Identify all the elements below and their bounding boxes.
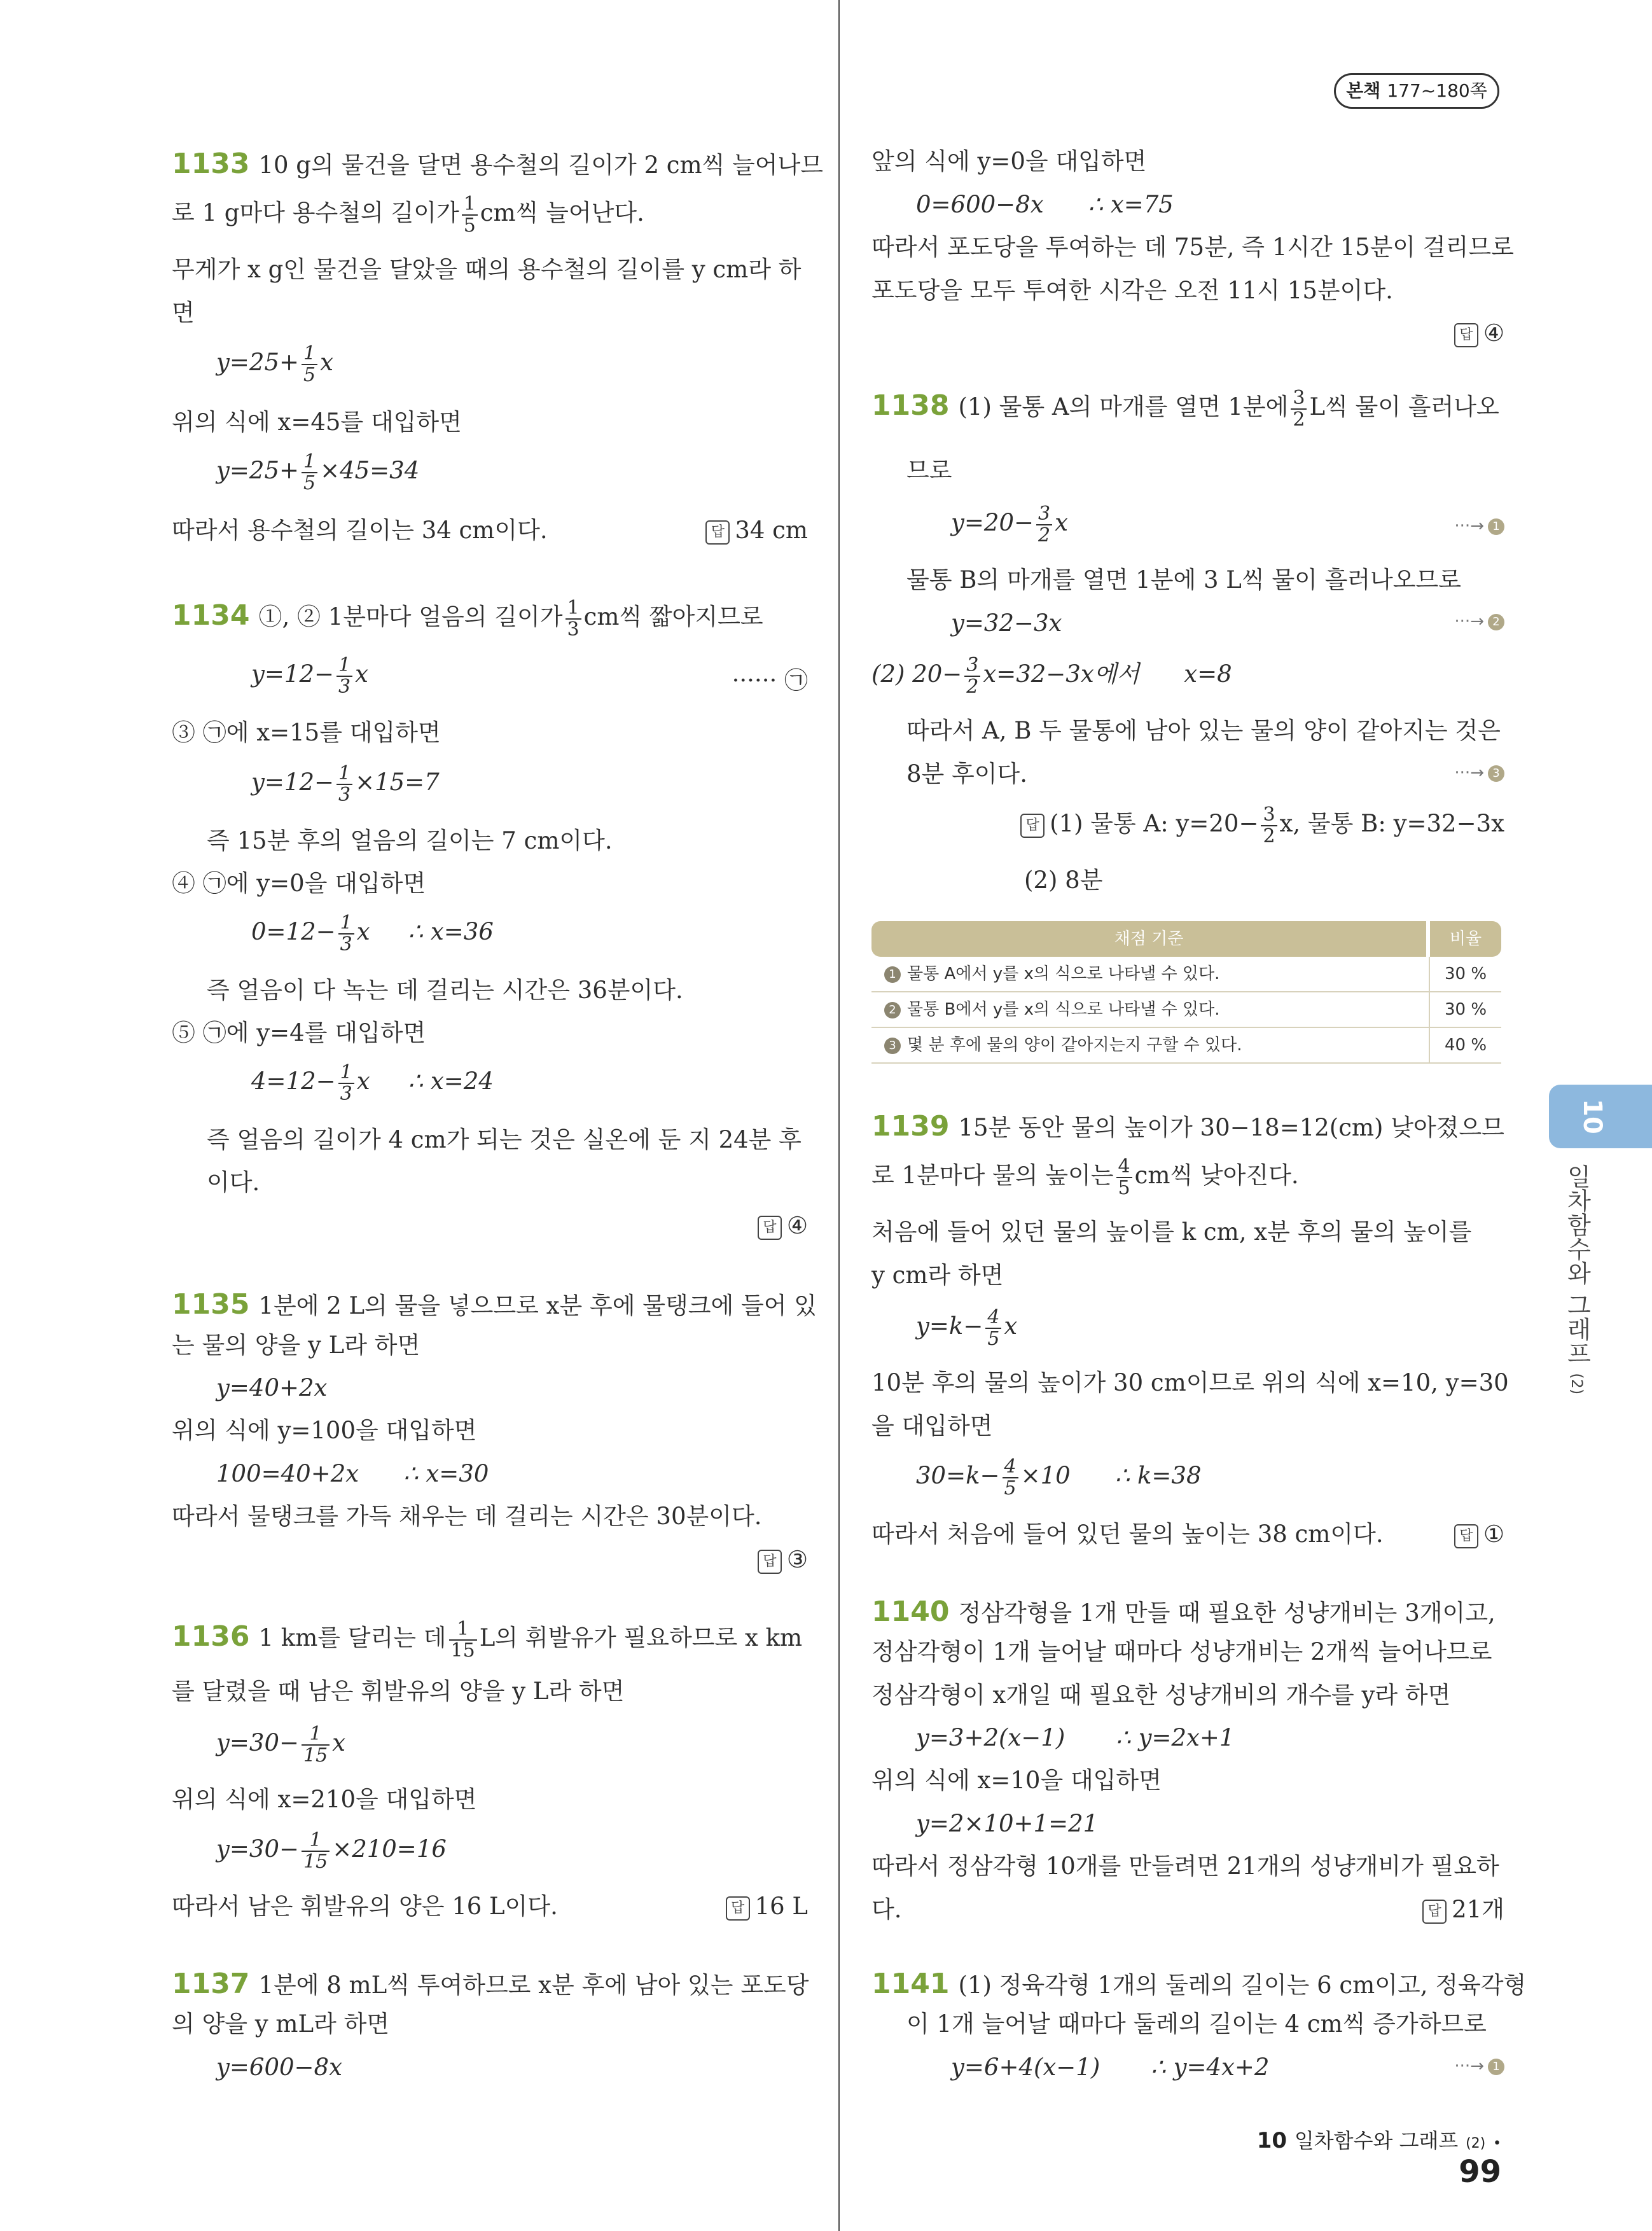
problem-1133-line-4: 면: [172, 299, 195, 326]
problem-1137-eq-2: [916, 191, 1174, 219]
eq-part: y=25+: [216, 457, 299, 484]
problem-1140-line-5: 따라서 정삼각형 10개를 만들려면 21개의 성냥개비가 필요하: [871, 1852, 1499, 1880]
denominator: 5: [462, 214, 478, 236]
problem-1133-eq-1: [216, 344, 333, 385]
answer-part: (1) 물통 A: y=20−: [1050, 810, 1259, 837]
fraction: [566, 598, 581, 639]
denominator: 2: [964, 676, 980, 697]
step-number-icon: 1: [1488, 518, 1504, 535]
numerator: 1: [340, 912, 352, 934]
eq-conclusion: ∴ x=36: [408, 918, 494, 945]
eq-conclusion: x=8: [1184, 660, 1232, 688]
denominator: 5: [302, 472, 317, 494]
rubric-criterion: [871, 1028, 1429, 1062]
eq-part: x: [332, 1729, 346, 1756]
eq-part: y=6+4(x−1): [951, 2054, 1100, 2081]
fraction: [337, 655, 352, 697]
numerator: 1: [457, 1618, 469, 1640]
denominator: 5: [985, 1328, 1001, 1349]
problem-1139-line-3: 처음에 들어 있던 물의 높이를 k cm, x분 후의 물의 높이를: [871, 1218, 1472, 1246]
problem-1137-line-3: 앞의 식에 y=0을 대입하면: [871, 148, 1147, 175]
problem-1134-answer: [758, 1212, 808, 1240]
text: (1) 정육각형 1개의 둘레의 길이는 6 cm이고, 정육각형: [958, 1971, 1527, 1999]
eq-part: 0=600−8x: [916, 191, 1044, 218]
fraction: [338, 1062, 354, 1104]
rubric-ratio: 30 %: [1429, 957, 1501, 991]
numerator: 1: [309, 1723, 322, 1745]
fraction: [302, 1724, 330, 1765]
problem-1140-eq-2: y=2×10+1=21: [916, 1810, 1099, 1837]
problem-1139-eq-1: [916, 1307, 1017, 1349]
numerator: 1: [309, 1829, 322, 1851]
problem-1139-line-1: [871, 1110, 1504, 1144]
numerator: 3: [1293, 387, 1305, 409]
text: (1) 물통 A의 마개를 열면 1분에: [958, 393, 1289, 420]
answer-value: 34 cm: [735, 517, 808, 544]
rubric-ratio: 30 %: [1429, 992, 1501, 1027]
fraction: [964, 655, 980, 697]
denominator: 15: [449, 1639, 477, 1661]
text: 10 g의 물건을 달면 용수철의 길이가 2 cm씩 늘어나므: [258, 151, 824, 179]
fraction: [302, 344, 317, 385]
chapter-title: 일차함수와 그래프: [1563, 1164, 1591, 1366]
problem-number: 1141: [871, 1968, 950, 2000]
problem-1140-line-6: 다.: [871, 1896, 902, 1923]
eq-part: x: [1004, 1312, 1018, 1340]
problem-1134-line-4: ④ ㉠에 y=0을 대입하면: [172, 870, 426, 897]
problem-1133-line-5: 위의 식에 x=45를 대입하면: [172, 408, 462, 436]
numerator: 1: [338, 762, 351, 784]
equation-tag: ······ ㉠: [732, 667, 808, 694]
fraction: [1261, 805, 1277, 846]
rubric-criterion: [871, 992, 1429, 1027]
problem-1139-line-5: 10분 후의 물의 높이가 30 cm이므로 위의 식에 x=10, y=30: [871, 1369, 1509, 1396]
table-row: [871, 992, 1501, 1028]
text: 1분에 2 L의 물을 넣으므로 x분 후에 물탱크에 들어 있: [258, 1292, 817, 1319]
eq-part: 4=12−: [251, 1067, 336, 1095]
eq-conclusion: ∴ y=2x+1: [1116, 1724, 1235, 1751]
numerator: 1: [340, 1061, 352, 1083]
denominator: 5: [1003, 1477, 1018, 1499]
answer-badge-icon: 답: [1454, 1524, 1478, 1548]
problem-number: 1137: [172, 1968, 250, 2000]
step-number-icon: 2: [1488, 614, 1504, 630]
eq-part: y=12−: [251, 768, 334, 796]
eq-conclusion: ∴ x=24: [408, 1067, 494, 1095]
text: 로 1 g마다 용수철의 길이가: [172, 199, 459, 226]
problem-1133-line-6: 따라서 용수철의 길이는 34 cm이다.: [172, 517, 548, 544]
fraction: [985, 1307, 1001, 1349]
text: 정삼각형을 1개 만들 때 필요한 성냥개비는 3개이고,: [958, 1599, 1496, 1627]
text: 로 1분마다 물의 높이는: [871, 1162, 1114, 1189]
problem-1136-answer: [726, 1893, 808, 1921]
numerator: 3: [1038, 503, 1051, 525]
answer-value: ④: [1483, 319, 1504, 347]
eq-part: y=30−: [216, 1729, 299, 1756]
problem-1140-eq-1: [916, 1724, 1234, 1752]
numerator: 1: [567, 597, 580, 619]
fraction: [1291, 388, 1307, 429]
numerator: 1: [303, 450, 316, 473]
problem-1140-line-4: 위의 식에 x=10을 대입하면: [871, 1767, 1162, 1794]
step-number-icon: 3: [884, 1038, 901, 1054]
scoring-rubric-table: [871, 921, 1501, 1064]
step-arrow: ···→: [1454, 517, 1484, 536]
eq-part: ×15=7: [355, 768, 440, 796]
problem-number: 1136: [172, 1620, 250, 1653]
problem-1134-line-6: ⑤ ㉠에 y=4를 대입하면: [172, 1019, 426, 1046]
fraction: [1036, 504, 1052, 545]
fraction: [302, 452, 317, 493]
denominator: 15: [302, 1744, 330, 1766]
eq-conclusion: ∴ y=4x+2: [1151, 2054, 1270, 2081]
rubric-text: 몇 분 후에 물의 양이 같아지는지 구할 수 있다.: [907, 1036, 1242, 1055]
table-row: [871, 957, 1501, 992]
problem-1135-line-2: 는 물의 양을 y L라 하면: [172, 1331, 420, 1359]
text: L의 휘발유가 필요하므로 x km: [479, 1624, 803, 1651]
problem-1139-answer: [1454, 1520, 1504, 1548]
problem-1134-line-2: ③ ㉠에 x=15를 대입하면: [172, 719, 441, 746]
eq-part: y=3+2(x−1): [916, 1724, 1065, 1751]
problem-1135-line-4: 따라서 물탱크를 가득 채우는 데 걸리는 시간은 30분이다.: [172, 1503, 762, 1530]
eq-part: x: [356, 1067, 370, 1095]
denominator: 2: [1036, 524, 1052, 546]
numerator: 1: [338, 654, 351, 676]
rubric-ratio: 40 %: [1429, 1028, 1501, 1062]
problem-1141-eq-1: [951, 2054, 1269, 2082]
problem-1133-line-2: [172, 194, 644, 235]
chapter-side-title: [1557, 1164, 1595, 1394]
problem-1135-answer: [758, 1546, 808, 1574]
answer-badge-icon: 답: [1020, 814, 1045, 838]
problem-1135-line-1: [172, 1288, 817, 1322]
footer-chapter-sub: (2): [1466, 2136, 1486, 2151]
problem-1140-line-2: 정삼각형이 1개 늘어날 때마다 성냥개비는 2개씩 늘어나므로: [871, 1638, 1492, 1665]
numerator: 1: [463, 193, 476, 215]
problem-1138-eq-2: y=32−3x: [951, 609, 1062, 637]
problem-1139-line-2: [871, 1157, 1299, 1198]
eq-part: x: [320, 349, 333, 376]
text: 15분 동안 물의 높이가 30−18=12(cm) 낮아졌으므: [958, 1114, 1504, 1141]
text: L씩 물이 흘러나오: [1309, 393, 1499, 420]
chapter-sub: (2): [1568, 1373, 1586, 1395]
eq-conclusion: ∴ x=30: [403, 1460, 489, 1487]
denominator: 15: [302, 1851, 330, 1872]
problem-1141-line-2: 이 1개 늘어날 때마다 둘레의 길이는 4 cm씩 증가하므로: [906, 2010, 1487, 2038]
numerator: 4: [1004, 1456, 1017, 1478]
problem-1137-line-4: 따라서 포도당을 투여하는 데 75분, 즉 1시간 15분이 걸리므로: [871, 233, 1514, 261]
problem-1139-line-6: 을 대입하면: [871, 1412, 993, 1440]
denominator: 3: [338, 1083, 354, 1104]
problem-1136-line-1: [172, 1619, 802, 1660]
denominator: 3: [337, 784, 352, 805]
footer-chapter-number: 10: [1256, 2128, 1288, 2153]
answer-value: 21개: [1452, 1896, 1504, 1923]
problem-1137-line-2: 의 양을 y mL라 하면: [172, 2010, 390, 2038]
problem-number: 1135: [172, 1288, 250, 1321]
problem-1134-eq-4: [251, 1062, 494, 1104]
eq-part: 0=12−: [251, 918, 336, 945]
answer-badge-icon: 답: [758, 1550, 782, 1574]
text: cm씩 짧아지므로: [583, 603, 763, 630]
text: cm씩 낮아진다.: [1134, 1162, 1299, 1189]
eq-part: y=12−: [251, 660, 334, 688]
problem-1138-line-5: 따라서 A, B 두 물통에 남아 있는 물의 양이 같아지는 것은: [906, 717, 1501, 744]
problem-1134-eq-3: [251, 913, 494, 954]
fraction: [337, 763, 352, 805]
problem-1134-eq-2: [251, 763, 440, 805]
problem-1135-eq-1: y=40+2x: [216, 1374, 328, 1401]
numerator: 1: [303, 342, 316, 365]
eq-part: ×10: [1020, 1462, 1071, 1489]
problem-1137-line-1: [172, 1968, 809, 2001]
rubric-text: 물통 B에서 y를 x의 식으로 나타낼 수 있다.: [907, 1000, 1220, 1019]
eq-part: y=k−: [916, 1312, 983, 1340]
problem-1134-line-8: 이다.: [207, 1169, 260, 1196]
chapter-side-tab: [1549, 1085, 1652, 1148]
problem-1140-line-3: 정삼각형이 x개일 때 필요한 성냥개비의 개수를 y라 하면: [871, 1681, 1451, 1709]
eq-part: 100=40+2x: [216, 1460, 359, 1487]
text: 1 km를 달리는 데: [258, 1624, 447, 1651]
answer-badge-icon: 답: [1422, 1900, 1447, 1924]
denominator: 3: [338, 933, 354, 955]
numerator: 3: [1263, 803, 1275, 826]
numerator: 4: [987, 1306, 1000, 1328]
problem-number: 1138: [871, 389, 950, 422]
denominator: 2: [1291, 408, 1307, 430]
problem-1133-eq-2: [216, 452, 419, 493]
eq-conclusion: ∴ k=38: [1114, 1462, 1202, 1489]
rubric-header-criteria: 채점 기준: [871, 921, 1426, 957]
eq-part: (2) 20−: [871, 660, 962, 688]
fraction: [449, 1619, 477, 1660]
answer-badge-icon: 답: [758, 1216, 782, 1240]
eq-part: ×45=34: [320, 457, 420, 484]
step-number-icon: 1: [1488, 2059, 1504, 2075]
text: 1분에 8 mL씩 투여하므로 x분 후에 남아 있는 포도당: [258, 1971, 809, 1999]
answer-badge-icon: 답: [726, 1896, 750, 1921]
text: ①, ② 1분마다 얼음의 길이가: [258, 603, 563, 630]
problem-1139-line-7: 따라서 처음에 들어 있던 물의 높이는 38 cm이다.: [871, 1520, 1384, 1548]
step-number-icon: 2: [884, 1002, 901, 1018]
numerator: 3: [966, 654, 979, 676]
rubric-header-ratio: 비율: [1430, 921, 1501, 957]
reference-book-label: 본책: [1346, 80, 1381, 101]
problem-1134-line-5: 즉 얼음이 다 녹는 데 걸리는 시간은 36분이다.: [207, 976, 683, 1004]
scoring-step-1: [1454, 517, 1504, 536]
footer-chapter-title: 일차함수와 그래프: [1294, 2129, 1459, 2153]
problem-1135-line-3: 위의 식에 y=100을 대입하면: [172, 1417, 477, 1444]
problem-1134-line-1: [172, 598, 763, 639]
step-arrow: ···→: [1454, 763, 1484, 782]
problem-number: 1140: [871, 1595, 950, 1628]
scoring-step-2: [1454, 612, 1504, 632]
rubric-text: 물통 A에서 y를 x의 식으로 나타낼 수 있다.: [907, 964, 1220, 983]
problem-1137-answer: [1454, 319, 1504, 347]
rubric-criterion: [871, 957, 1429, 991]
problem-number: 1134: [172, 599, 250, 632]
problem-1137-line-5: 포도당을 모두 투여한 시각은 오전 11시 15분이다.: [871, 277, 1393, 304]
answer-badge-icon: 답: [1454, 323, 1478, 347]
eq-part: x: [356, 918, 370, 945]
eq-part: 30=k−: [916, 1462, 1000, 1489]
problem-1133-line-1: [172, 148, 823, 181]
denominator: 5: [1116, 1177, 1132, 1199]
step-number-icon: 3: [1488, 765, 1504, 782]
text: cm씩 늘어난다.: [480, 199, 644, 226]
eq-part: y=30−: [216, 1835, 299, 1863]
problem-1133-line-3: 무게가 x g인 물건을 달았을 때의 용수철의 길이를 y cm라 하: [172, 256, 802, 283]
problem-1137-eq-1: y=600−8x: [216, 2054, 342, 2081]
problem-number: 1139: [871, 1110, 950, 1143]
problem-1134-line-7: 즉 얼음의 길이가 4 cm가 되는 것은 실온에 둔 지 24분 후: [207, 1126, 802, 1153]
table-row: [871, 1028, 1501, 1064]
fraction: [302, 1830, 330, 1872]
denominator: 2: [1261, 825, 1277, 847]
fraction: [1003, 1457, 1018, 1498]
fraction: [338, 913, 354, 954]
reference-pages-pill: [1334, 73, 1499, 109]
problem-1134-eq-1: [251, 655, 368, 697]
answer-value: ①: [1483, 1520, 1504, 1548]
eq-part: x: [355, 660, 368, 688]
reference-page-range: 177~180쪽: [1387, 80, 1487, 101]
problem-1139-eq-2: [916, 1457, 1202, 1498]
problem-1138-answer-1: [1020, 805, 1504, 846]
problem-1141-line-1: [871, 1968, 1526, 2001]
eq-conclusion: ∴ x=75: [1088, 191, 1174, 218]
denominator: 3: [337, 676, 352, 697]
numerator: 4: [1118, 1155, 1130, 1178]
answer-value: ③: [786, 1546, 808, 1573]
answer-part: x, 물통 B: y=32−3x: [1279, 810, 1504, 837]
column-divider: [838, 0, 840, 2231]
problem-1136-eq-2: [216, 1830, 447, 1872]
problem-1140-line-1: [871, 1595, 1496, 1629]
problem-number: 1133: [172, 148, 250, 180]
problem-1136-line-3: 위의 식에 x=210을 대입하면: [172, 1786, 477, 1813]
step-number-icon: 1: [884, 966, 901, 983]
eq-part: y=20−: [951, 509, 1034, 536]
problem-1138-line-1: [871, 388, 1499, 429]
problem-1136-line-4: 따라서 남은 휘발유의 양은 16 L이다.: [172, 1893, 558, 1920]
problem-1138-answer-2: (2) 8분: [1024, 866, 1103, 894]
eq-part: y=25+: [216, 349, 299, 376]
step-arrow: ···→: [1454, 612, 1484, 631]
problem-1134-line-3: 즉 15분 후의 얼음의 길이는 7 cm이다.: [207, 827, 613, 854]
problem-1140-answer: [1422, 1896, 1504, 1924]
answer-value: ④: [786, 1212, 808, 1239]
chapter-tab-number: 10: [1578, 1099, 1607, 1134]
scoring-step-3: [1454, 763, 1504, 783]
rubric-header: [871, 921, 1501, 957]
fraction: [462, 194, 478, 235]
answer-value: 16 L: [754, 1893, 808, 1920]
problem-1136-line-2: 를 달렸을 때 남은 휘발유의 양을 y L라 하면: [172, 1678, 625, 1705]
problem-1138-eq-1: [951, 504, 1068, 545]
eq-part: x=32−3x에서: [983, 660, 1140, 688]
problem-1139-line-4: y cm라 하면: [871, 1261, 1004, 1289]
answer-badge-icon: 답: [705, 520, 730, 545]
problem-1135-eq-2: [216, 1460, 489, 1488]
footer-bullet: •: [1493, 2136, 1501, 2151]
problem-1138-line-6: 8분 후이다.: [906, 760, 1028, 788]
problem-1138-line-4: [871, 655, 1232, 697]
page-footer: [1234, 2125, 1501, 2190]
scoring-step-1: [1454, 2057, 1504, 2076]
denominator: 3: [566, 618, 581, 640]
problem-1138-line-2: 므로: [906, 457, 952, 484]
problem-1136-eq-1: [216, 1724, 345, 1765]
fraction: [1116, 1157, 1132, 1198]
denominator: 5: [302, 364, 317, 386]
problem-1138-line-3: 물통 B의 마개를 열면 1분에 3 L씩 물이 흘러나오므로: [906, 566, 1462, 594]
eq-part: ×210=16: [332, 1835, 447, 1863]
eq-part: x: [1055, 509, 1068, 536]
page-number: 99: [1459, 2154, 1501, 2190]
problem-1133-answer: [705, 517, 808, 545]
step-arrow: ···→: [1454, 2057, 1484, 2076]
